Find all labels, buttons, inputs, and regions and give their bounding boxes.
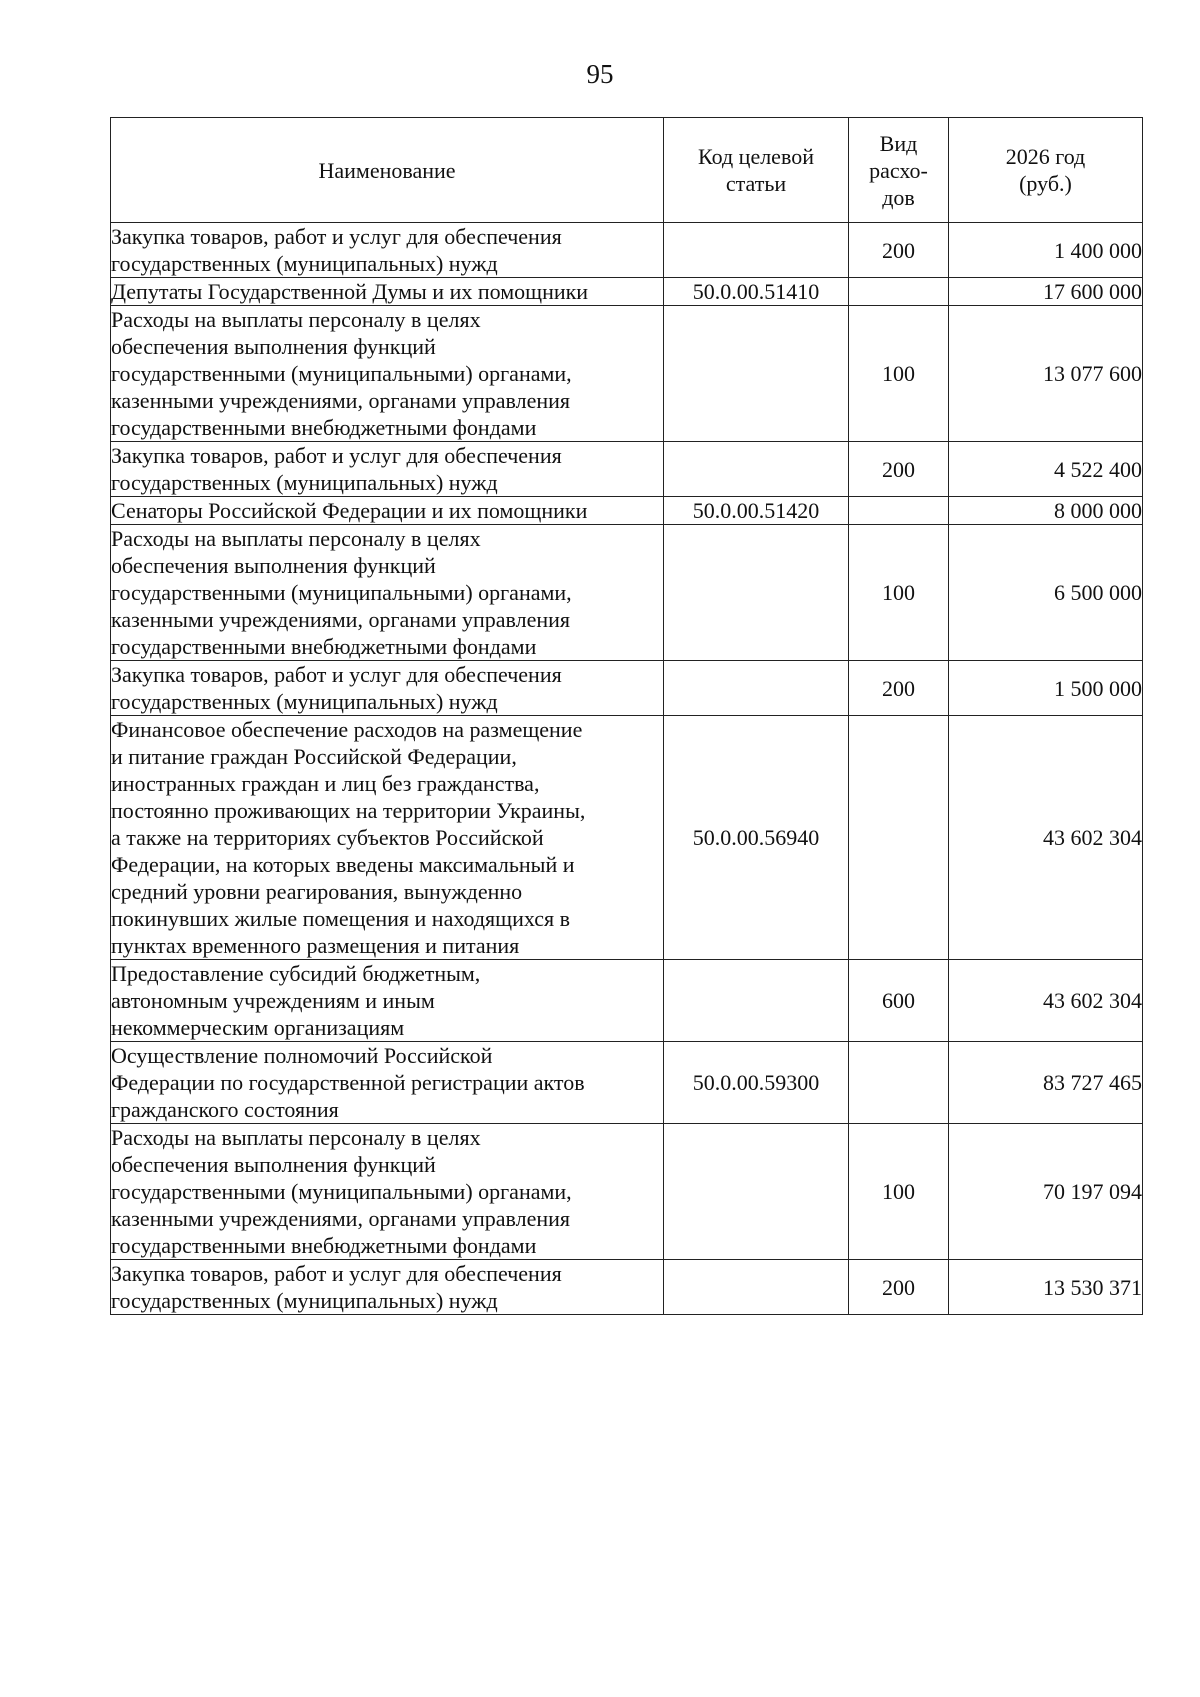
row-name-line: государственных (муниципальных) нужд xyxy=(111,1288,498,1313)
row-name-line: Предоставление субсидий бюджетным, xyxy=(111,961,481,986)
row-sum: 1 500 000 xyxy=(949,661,1143,716)
row-name-line: некоммерческим организациям xyxy=(111,1015,405,1040)
row-name-line: государственными (муниципальными) органами, xyxy=(111,580,572,605)
row-name-line: Расходы на выплаты персоналу в целях xyxy=(111,526,481,551)
table-row xyxy=(111,1042,1143,1124)
row-name xyxy=(111,442,664,497)
row-name-line: обеспечения выполнения функций xyxy=(111,334,436,359)
page-number: 95 xyxy=(586,59,614,89)
row-code xyxy=(664,960,849,1042)
row-name-line: государственных (муниципальных) нужд xyxy=(111,251,498,276)
row-name-line: и питание граждан Российской Федерации, xyxy=(111,744,517,769)
row-sum: 70 197 094 xyxy=(949,1124,1143,1260)
row-name-line: Закупка товаров, работ и услуг для обеспечения xyxy=(111,224,562,249)
row-name-line: Сенаторы Российской Федерации и их помощники xyxy=(111,498,588,523)
table-row xyxy=(111,960,1143,1042)
row-code: 50.0.00.51420 xyxy=(664,497,849,525)
row-name-line: Депутаты Государственной Думы и их помощники xyxy=(111,279,589,304)
row-sum: 4 522 400 xyxy=(949,442,1143,497)
row-code xyxy=(664,223,849,278)
row-code xyxy=(664,442,849,497)
row-name-line: государственными внебюджетными фондами xyxy=(111,415,537,440)
row-name-line: государственными (муниципальными) органами, xyxy=(111,361,572,386)
row-name-line: автономным учреждениям и иным xyxy=(111,988,435,1013)
row-kind: 200 xyxy=(849,223,949,278)
row-sum: 1 400 000 xyxy=(949,223,1143,278)
row-name-line: а также на территориях субъектов Российской xyxy=(111,825,544,850)
row-name-line: казенными учреждениями, органами управления xyxy=(111,607,571,632)
row-name-line: государственных (муниципальных) нужд xyxy=(111,689,498,714)
row-name-line: Федерации, на которых введены максимальный и xyxy=(111,852,575,877)
row-name-line: государственными внебюджетными фондами xyxy=(111,1233,537,1258)
row-code: 50.0.00.59300 xyxy=(664,1042,849,1124)
row-name-line: государственными (муниципальными) органами, xyxy=(111,1179,572,1204)
row-sum: 13 530 371 xyxy=(949,1260,1143,1315)
row-name-line: гражданского состояния xyxy=(111,1097,339,1122)
row-name-line: казенными учреждениями, органами управления xyxy=(111,1206,571,1231)
row-name-line: Расходы на выплаты персоналу в целях xyxy=(111,1125,481,1150)
row-name-line: постоянно проживающих на территории Украины, xyxy=(111,798,586,823)
header-name: Наименование xyxy=(111,118,664,223)
row-name xyxy=(111,1124,664,1260)
row-name xyxy=(111,497,664,525)
row-name-line: Финансовое обеспечение расходов на размещение xyxy=(111,717,583,742)
row-name xyxy=(111,661,664,716)
row-name-line: иностранных граждан и лиц без гражданства, xyxy=(111,771,540,796)
row-name-line: Расходы на выплаты персоналу в целях xyxy=(111,307,481,332)
row-kind: 200 xyxy=(849,442,949,497)
row-sum: 83 727 465 xyxy=(949,1042,1143,1124)
row-kind xyxy=(849,716,949,960)
row-name-line: Федерации по государственной регистрации актов xyxy=(111,1070,585,1095)
row-name xyxy=(111,1260,664,1315)
row-sum: 43 602 304 xyxy=(949,960,1143,1042)
table-row xyxy=(111,278,1143,306)
row-code xyxy=(664,661,849,716)
row-kind: 100 xyxy=(849,306,949,442)
row-kind: 200 xyxy=(849,1260,949,1315)
row-name xyxy=(111,223,664,278)
row-name-line: государственных (муниципальных) нужд xyxy=(111,470,498,495)
row-code xyxy=(664,1260,849,1315)
row-name-line: Осуществление полномочий Российской xyxy=(111,1043,493,1068)
table-row xyxy=(111,525,1143,661)
row-code: 50.0.00.56940 xyxy=(664,716,849,960)
row-code xyxy=(664,1124,849,1260)
row-name-line: обеспечения выполнения функций xyxy=(111,1152,436,1177)
row-name-line: государственными внебюджетными фондами xyxy=(111,634,537,659)
table-row xyxy=(111,1260,1143,1315)
row-sum: 6 500 000 xyxy=(949,525,1143,661)
row-name xyxy=(111,960,664,1042)
row-kind xyxy=(849,278,949,306)
row-name-line: пунктах временного размещения и питания xyxy=(111,933,520,958)
table-row xyxy=(111,306,1143,442)
budget-table xyxy=(110,117,1143,1315)
table-row xyxy=(111,716,1143,960)
row-kind xyxy=(849,1042,949,1124)
row-name-line: казенными учреждениями, органами управления xyxy=(111,388,571,413)
row-name-line: средний уровни реагирования, вынужденно xyxy=(111,879,523,904)
row-name-line: покинувших жилые помещения и находящихся в xyxy=(111,906,571,931)
row-code xyxy=(664,306,849,442)
header-kind: Вид расхо- дов xyxy=(849,118,949,223)
row-kind: 100 xyxy=(849,1124,949,1260)
row-kind: 600 xyxy=(849,960,949,1042)
row-name-line: обеспечения выполнения функций xyxy=(111,553,436,578)
table-row xyxy=(111,661,1143,716)
row-name xyxy=(111,716,664,960)
table-row xyxy=(111,442,1143,497)
row-name-line: Закупка товаров, работ и услуг для обеспечения xyxy=(111,443,562,468)
table-row xyxy=(111,1124,1143,1260)
row-sum: 13 077 600 xyxy=(949,306,1143,442)
row-name xyxy=(111,278,664,306)
table-row xyxy=(111,223,1143,278)
row-name-line: Закупка товаров, работ и услуг для обеспечения xyxy=(111,1261,562,1286)
row-code xyxy=(664,525,849,661)
row-kind xyxy=(849,497,949,525)
header-sum: 2026 год (руб.) xyxy=(949,118,1143,223)
row-sum: 43 602 304 xyxy=(949,716,1143,960)
row-kind: 200 xyxy=(849,661,949,716)
row-sum: 17 600 000 xyxy=(949,278,1143,306)
row-kind: 100 xyxy=(849,525,949,661)
row-name xyxy=(111,1042,664,1124)
header-code: Код целевой статьи xyxy=(664,118,849,223)
row-name-line: Закупка товаров, работ и услуг для обеспечения xyxy=(111,662,562,687)
row-sum: 8 000 000 xyxy=(949,497,1143,525)
table-row xyxy=(111,497,1143,525)
table-header-row xyxy=(111,118,1143,223)
row-name xyxy=(111,306,664,442)
row-name xyxy=(111,525,664,661)
row-code: 50.0.00.51410 xyxy=(664,278,849,306)
